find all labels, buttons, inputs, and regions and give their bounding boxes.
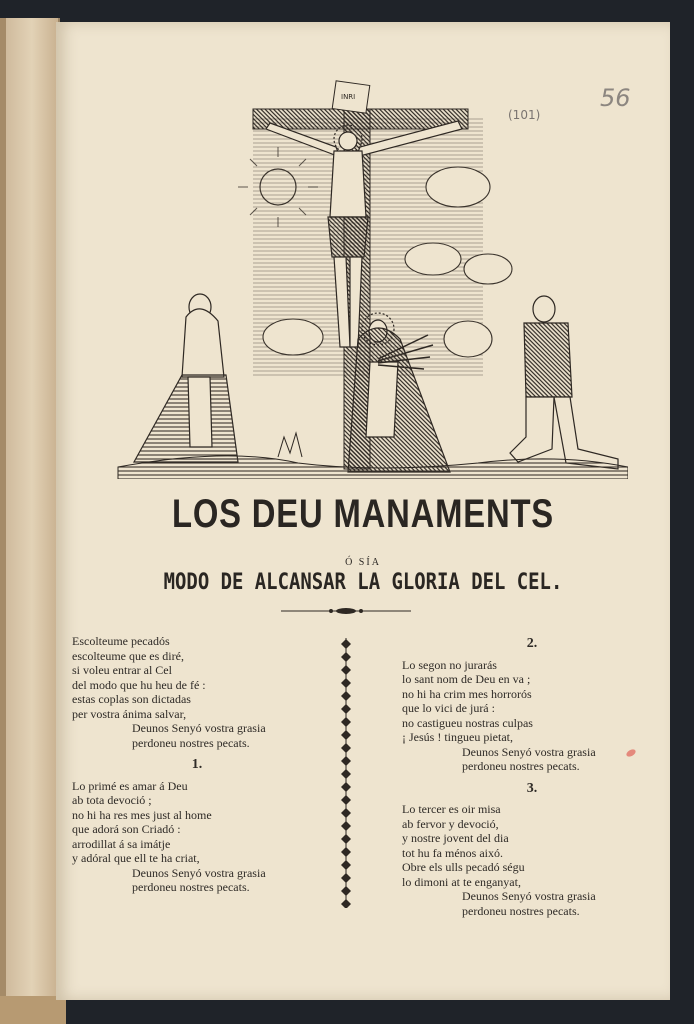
divider-ornament [341,795,351,805]
verse-line: arrodillat á sa imátje [72,836,171,851]
divider-ornament [341,847,351,857]
divider-ornament [341,808,351,818]
divider-ornament [341,704,351,714]
divider-ornament [341,717,351,727]
verse-line: Lo segon no jurarás [402,657,497,672]
verse-line: ab fervor y devoció, [402,816,499,831]
kneeling-man-figure [510,296,618,469]
verse-column-left [72,634,322,895]
divider-ornament [341,769,351,779]
divider-ornament [341,860,351,870]
divider-ornament [341,743,351,753]
subtitle-connector: Ó SÍA [345,557,381,568]
stanza-2 [402,637,662,774]
verse-line: tot hu fa ménos aixó. [402,845,503,860]
facing-page-edge [0,18,60,1008]
ornamental-rule [281,606,411,616]
verse-line: no hi ha crim mes horrorós [402,686,532,701]
refrain-line: Deunos Senyó vostra grasia [462,744,596,759]
refrain-line: Deunos Senyó vostra grasia [462,889,596,903]
verse-line: que adorá son Criadó : [72,822,181,836]
stanza-number: 3. [526,780,538,796]
verse-line: lo dimoni at te enganyat, [402,874,521,889]
refrain-line: perdoneu nostres pecats. [462,759,580,773]
verse-line: ¡ Jesús ! tingueu pietat, [402,730,513,744]
verse-line: del modo que hu heu de fé : [72,677,206,692]
divider-ornament [341,730,351,740]
verse-line: per vostra ánima salvar, [72,706,187,721]
verse-line: Escolteume pecadós [72,634,170,648]
divider-ornament [341,678,351,688]
verse-line: escolteume que es diré, [72,648,184,663]
divider-ornament [341,899,351,908]
refrain-line: perdoneu nostres pecats. [462,903,580,918]
divider-ornament [341,639,351,649]
verse-line: si voleu entrar al Cel [72,663,172,677]
verse-line: Lo tercer es oir misa [402,802,501,816]
stanza-number: 2. [526,636,538,651]
refrain-line: Deunos Senyó vostra grasia [132,721,266,735]
ornamental-column-divider [339,638,353,908]
stanza-number: 1. [191,757,203,772]
stanza-3 [402,782,662,919]
stanza-1 [72,758,322,895]
document-page [56,22,670,1000]
document-title: LOS DEU MANAMENTS [171,492,555,536]
verse-line: lo sant nom de Deu en va ; [402,672,531,686]
divider-ornament [341,886,351,896]
crucifixion-engraving [78,77,628,479]
page-number: 56 [600,84,631,112]
verse-line: Lo primé es amar á Deu [72,778,188,793]
divider-ornament [341,873,351,883]
kneeling-woman-figure [134,294,238,462]
inri-plaque: INRI [341,93,356,101]
verse-line: ab tota devoció ; [72,793,152,807]
verse-line: que lo vici de jurá : [402,701,495,715]
verse-line: y adóral que ell te ha criat, [72,851,200,865]
binding-strip [0,996,66,1024]
divider-ornament [341,756,351,766]
verse-line: no castigueu nostras culpas [402,715,533,730]
divider-ornament [341,821,351,831]
verse-line: no hi ha res mes just al home [72,807,212,822]
verse-line: estas coplas son dictadas [72,692,191,706]
refrain-line: Deunos Senyó vostra grasia [132,865,266,880]
refrain-line: perdoneu nostres pecats. [132,735,250,750]
divider-ornament [341,782,351,792]
document-subtitle: MODO DE ALCANSAR LA GLORIA DEL CEL. [163,570,563,595]
catalog-mark: (101) [508,108,541,122]
verse-line: y nostre jovent del dia [402,831,509,845]
refrain-line: perdoneu nostres pecats. [132,880,250,894]
divider-ornament [341,665,351,675]
divider-ornament [341,691,351,701]
verse-line: Obre els ulls pecadó ségu [402,860,525,874]
divider-ornament [341,834,351,844]
verse-column-right [402,637,662,918]
divider-ornament [341,652,351,662]
intro-stanza [72,634,322,750]
book-spine [0,18,6,1008]
